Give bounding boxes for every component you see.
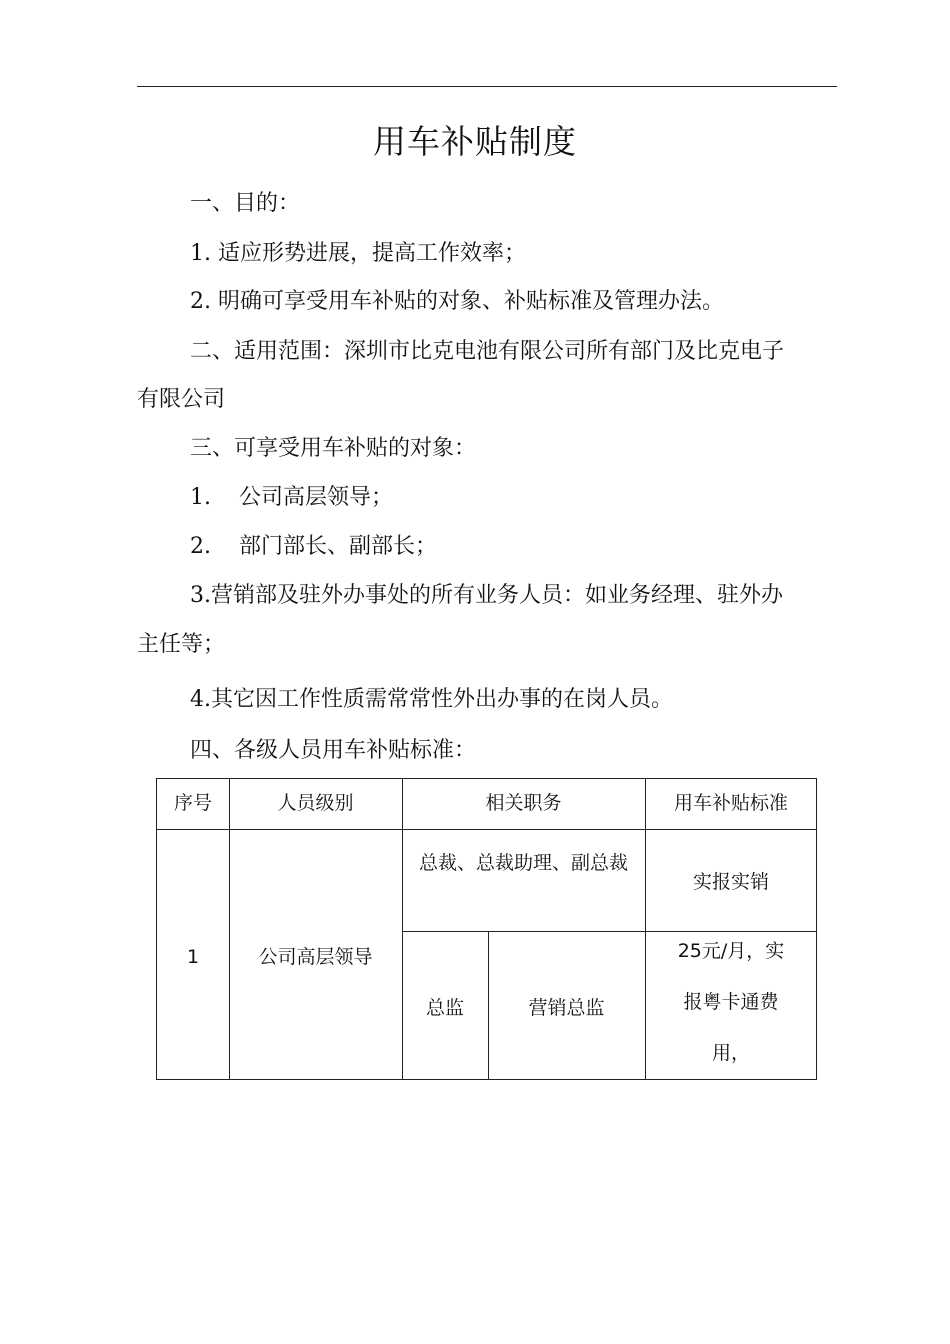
header-rule <box>137 86 837 87</box>
purpose-item-1: 1. 适应形势进展，提高工作效率； <box>190 241 526 266</box>
table-divider <box>157 829 816 830</box>
table-cell-standard-monthly-line-2: 报粤卡通费 <box>683 991 779 1013</box>
table-divider <box>229 779 230 1079</box>
table-header-seq: 序号 <box>173 792 212 814</box>
table-cell-standard-reimburse: 实报实销 <box>692 871 769 893</box>
eligible-item-4: 4.其它因工作性质需常常性外出办事的在岗人员。 <box>190 687 673 712</box>
eligible-item-2: 2. 部门部长、副部长； <box>190 534 437 559</box>
section-standards-heading: 四、各级人员用车补贴标准： <box>190 738 477 763</box>
eligible-item-1: 1. 公司高层领导； <box>190 485 393 510</box>
table-cell-duty-marketing-director: 营销总监 <box>528 997 605 1019</box>
table-header-standard: 用车补贴标准 <box>673 792 788 814</box>
table-cell-level: 公司高层领导 <box>258 946 373 968</box>
table-cell-standard-monthly-line-1: 25元/月，实 <box>677 940 785 962</box>
section-scope: 二、适用范围：深圳市比克电池有限公司所有部门及比克电子 <box>190 339 785 364</box>
table-header-level: 人员级别 <box>277 792 354 814</box>
table-cell-duty-director: 总监 <box>425 997 464 1019</box>
section-scope-continued: 有限公司 <box>137 387 226 412</box>
eligible-item-3-continued: 主任等； <box>137 632 226 657</box>
table-header-duty: 相关职务 <box>485 792 562 814</box>
eligible-item-3: 3.营销部及驻外办事处的所有业务人员：如业务经理、驻外办 <box>190 583 783 608</box>
table-divider <box>402 779 403 1079</box>
table-cell-seq: 1 <box>186 946 200 968</box>
document-title: 用车补贴制度 <box>373 122 577 161</box>
subsidy-standards-table <box>156 778 817 1080</box>
table-divider <box>402 931 816 932</box>
section-eligible-heading: 三、可享受用车补贴的对象： <box>190 436 477 461</box>
section-purpose-heading: 一、目的： <box>190 191 301 216</box>
table-cell-duty-executives: 总裁、总裁助理、副总裁 <box>418 852 628 874</box>
purpose-item-2: 2. 明确可享受用车补贴的对象、补贴标准及管理办法。 <box>190 289 724 314</box>
table-cell-standard-monthly-line-3: 用， <box>711 1042 750 1064</box>
table-divider <box>645 779 646 1079</box>
